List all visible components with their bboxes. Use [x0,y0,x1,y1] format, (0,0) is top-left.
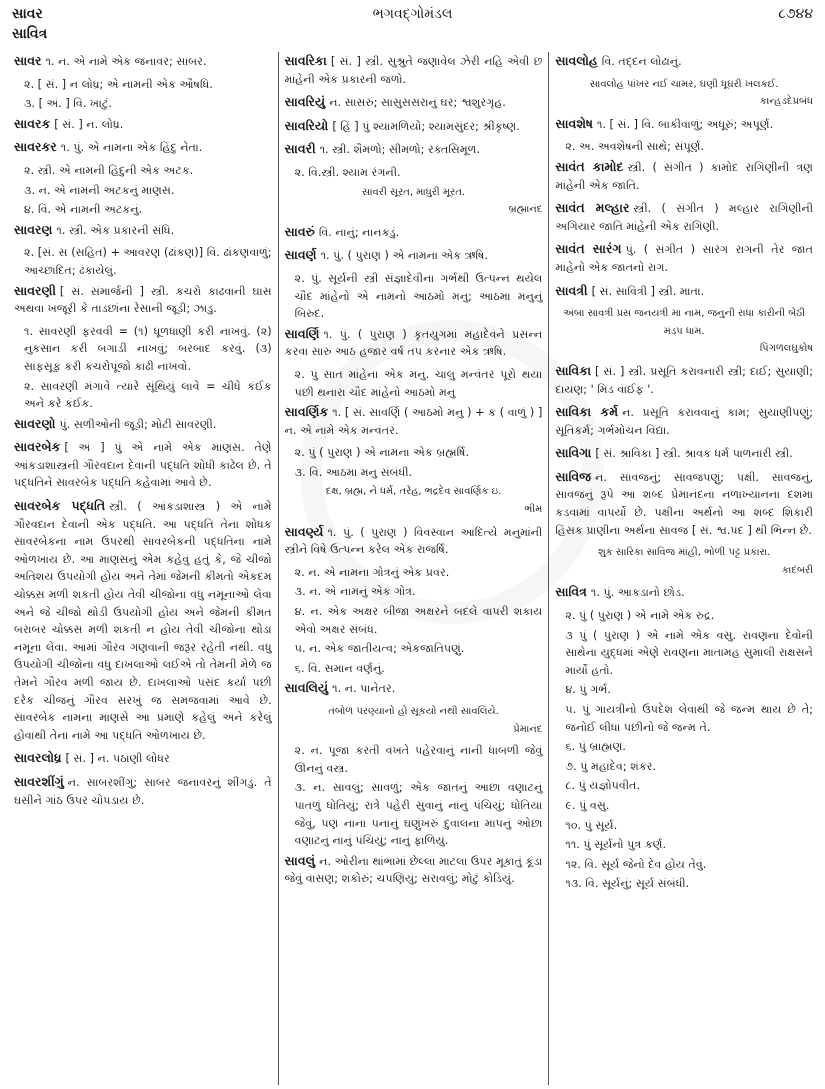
dictionary-entry [555,199,813,235]
citation-quote [555,76,813,94]
entry-text: કાદંબરી [781,564,814,576]
page-number: ૮૭૪૪ [778,6,813,22]
entry-text: [ સં. સાવિત્રી ] સ્ત્રી. માતા. [591,284,705,298]
headword: સાવરબેક પદ્ધતિ [14,498,106,514]
column-1 [8,52,278,1085]
headword: સાવર્ણ્ય [284,523,324,539]
entry-sense [14,162,272,180]
entry-sense [555,681,813,699]
entry-text: પ્રેમાનંદ [513,723,543,735]
headword: સાવંત સારંગ [555,241,622,257]
dictionary-entry [555,468,813,539]
dictionary-entry [285,52,543,88]
entry-text: [ સં. ] સ્ત્રી. સુશ્રુતે જણાવેલ ઝેરી નહિ એવી છ માંહેની એક પ્રકારની જળો. [284,55,543,86]
dictionary-entry [14,438,272,492]
headword: સાવિકા કર્મ [555,404,619,420]
entry-text: ભીમ [524,504,543,516]
column-3 [548,52,819,1085]
entry-sense [555,701,813,736]
headword: સાવરણો [14,415,56,431]
headword: સાવશેષ [555,115,593,131]
entry-sense [285,366,543,401]
entry-text: ૨. અ. અવશેષની સાથે; સંપૂર્ણ. [565,140,705,154]
entry-text: ન. સાવજનું; સાવજપણું; પક્ષી. સાવજનું, સાવજનું રૂપે આ શબ્દ પ્રેમાનંદના નળાખ્યાનના દશમા કડવામાં વાપર્યો છે. પક્ષીના અર્થનો આ શબ્દ શિકારી હિંસક પ્રાણીના અર્થના સાવજ [ સં. શ્વ.પદ ] થી ભિન્ન છે. [555,470,814,537]
dictionary-entry [555,158,813,194]
entry-text: ન. સાબરશીંગું; સાબર જનાવરનું શીંગડું. તે ઘસીને ગાંઠ ઉપર ચોપડાય છે. [14,775,272,807]
entry-sense [285,660,543,678]
entry-text: ૮. પું યજ્ઞોપવીત. [565,779,641,793]
entry-text: ૬. પું બ્રાહ્મણ. [565,740,626,754]
entry-text: ૨. વિ.સ્ત્રી. શ્યામ રંગની. [294,165,401,179]
entry-sense [555,817,813,835]
entry-sense [285,603,543,638]
headword: સાવંત મલ્હાર [555,200,630,216]
headword: સાવરક [14,115,51,131]
entry-text: ૪. પું ગર્ભ. [565,683,611,697]
entry-text: ૨. [ સં. ] ન લોધ્ર; એ નામની એક ઔષધિ. [24,77,213,91]
entry-text: [ સં. સંમાર્જની ] સ્ત્રી. કચરો કાઢવાની ઘાસ અથવા ખજૂરી કે તાડછાંના રેસાની જૂડી; ઝાડુ. [14,284,272,316]
headword: સાવિત્ર [555,584,587,600]
entry-text: ૧. ન. પાનેતર. [332,682,396,696]
dictionary-entry [555,240,813,276]
entry-sense [555,777,813,795]
entry-text: ૩. ન. એ નામનું એક ગોત્ર. [294,585,416,599]
entry-text: ૨. પું. સૂર્યની સ્ત્રી સંજ્ઞાદેવીના ગર્ભથી ઉત્પન્ન થયેલ ચૌદ માંહેનો એ નામનો આઠમો મનુ; આઠમા મનુનું બિરુદ. [294,271,543,321]
entry-text: ૨. પું ( પુરાણ ) એ નામના એક બ્રહ્મર્ષિ. [294,446,470,460]
entry-text: ૧. સાવરણી ફરવવી = (૧) ધૂળધાણી કરી નાખવું. (૨) નુકસાન કરી બગાડી નાખવું; બરબાદ કરવું. (૩) સાફસૂફ કરી કચરોપૂંજો કાઢી નાખવો. [24,324,272,373]
dictionary-entry [285,403,543,439]
citation-source [555,93,813,111]
entry-text: ૧૦. પું સૂર્ય. [565,818,618,832]
entry-sense [14,182,272,200]
citation-quote [285,483,543,501]
guide-word-first: સાવર [12,6,43,22]
citation-quote [555,544,813,562]
headword: સાવરું [284,223,315,239]
dictionary-entry [285,325,543,361]
headword: સાવરકર [14,139,57,155]
dictionary-entry [285,852,543,888]
dictionary-entry [285,679,543,698]
entry-text: ૧. પું. એ નામના એક હિંદુ નેતા. [60,141,203,155]
entry-text: ૧. પું. ( પુરાણ ) એ નામના એક ઋષિ. [320,249,488,263]
headword: સાવરશીંગું [14,773,64,789]
entry-text: ૨. ન. એ નામના ગોત્રનું એક પ્રવર. [294,565,450,579]
entry-text: સાવરી સૂરત, માધુરી મૂરત. [362,186,466,198]
headword: સાવરણ [14,221,53,237]
dictionary-entry [285,117,543,136]
entry-sense [285,464,543,482]
entry-text: ૧. પું. ( પુરાણ ) કૃતયુગમાં મહાદેવને પ્રસન્ન કરવા સારુ આઠ હજાર વર્ષ તપ કરનાર એક ઋષિ. [284,327,543,359]
entry-text: ન. ઓરીના થાંભામાં છેલ્લા માટલા ઉપર મૂકાતું કૂંડા જેવું વાસણ; શકોરું; ચપણિયું; સરાવલું; મોટું કોડિયું. [284,854,543,886]
citation-source [555,562,813,580]
headword: સાવરબેક [14,439,61,455]
entry-text: [ સં. ] ન. પઠાણી લોધર [65,752,170,766]
entry-text: ૩. ન. એ નામની અટકનું માણસ. [24,183,175,197]
entry-text: વિ. નાનું; નાનકડું. [318,225,400,239]
citation-source [285,501,543,519]
dictionary-columns [8,52,819,1085]
entry-text: બ્રહ્માનંદ [508,204,543,216]
entry-sense [285,779,543,849]
dictionary-entry [14,749,272,768]
entry-text: શુક સારિકા સાવિજ માંહી, ભોળી પટ્ટ પ્રકારા. [597,547,771,559]
entry-text: ૧૩. વિ. સૂર્યનું; સૂર્ય સંબંધી. [565,877,690,891]
headword: સાવરી [284,141,316,157]
entry-text: ૧. [ સં. ] વિ. બાકીવાળું; અધૂરું; અપૂર્ણ. [596,117,774,131]
citation-source [285,721,543,739]
entry-text: ૨. [સં. સ (સહિત) + આવરણ (ઢાંકણ)] વિ. ઢાંકણવાળું; આચ્છાદિત; ઢંકાયેલું. [24,246,272,277]
entry-sense [555,758,813,776]
entry-text: ૩ પું ( પુરાણ ) એ નામે એક વસુ. રાવણના દેવોની સાથેના યુદ્ધમાં એણે રાવણના માતામહ સુમાલી રાક્ષસને માર્યો હતો. [565,628,814,677]
headword: સાવરિયો [284,117,329,133]
headword: સાવલિયું [284,680,329,696]
entry-text: [ સં. શ્રાવિકા ] સ્ત્રી. શ્રાવક ધર્મ પાળનારી સ્ત્રી. [595,447,793,461]
entry-text: પું. સળીઓની જૂડી; મોટી સાવરણી. [59,417,217,431]
dictionary-entry [285,93,543,112]
column-2 [278,52,549,1085]
entry-sense [14,95,272,113]
entry-sense [555,738,813,756]
dictionary-entry [14,282,272,318]
headword: સાવરણી [14,282,56,298]
entry-text: ન. સાસરું; સાસુસસરાનું ઘર; શ્વશુરગૃહ. [329,96,506,110]
dictionary-entry [555,403,813,439]
book-title: ભગવદ્ગોમંડલ [372,6,453,22]
entry-sense [555,856,813,874]
headword: સાવરિયું [284,94,326,110]
entry-text: ૫. પું ગાયત્રીનો ઉપદેશ લેવાથી જે જન્મ થાય છે તે; જનોઈ લીધા પછીનો જે જન્મ તે. [565,703,814,734]
headword: સાવર્ણિ [284,325,320,341]
headword: સાવલું [284,852,316,868]
entry-text: ૩. ન. સાવલું; સાવળું; એક જાતનું આછા વણાટનું પાતળું ધોતિયું; રાત્રે પહેરી સુવાનું નાનું પંચિયું; ધોતિયા જેવું, પણ નાના પનાનું ઘણુંખરું દુવાલના માપનું ઓછા વણાટનું નાનું પંચિયું; નાનું ફાળિયું. [294,781,543,848]
entry-text: ૪. વિ. એ નામની અટકનું. [24,203,143,217]
entry-sense [555,836,813,854]
citation-source [555,340,813,358]
entry-sense [285,640,543,658]
entry-sense [285,270,543,323]
entry-text: ન. પ્રસૂતિ કરાવવાનું કામ; સુયાણીપણું; સૂતિકર્મ; ગર્ભમોચન વિદ્યા. [555,406,813,437]
entry-text: ૧. સ્ત્રી. શૈમળો; સીમળો; રક્તસિમૂળ. [319,143,481,157]
headword: સાવર્ણ [284,247,317,263]
entry-sense [555,797,813,815]
dictionary-entry [14,115,272,134]
entry-text: ૩. વિ. આઠમા મનુ સંબંધી. [294,465,413,479]
entry-text: ૪. ન. એક અક્ષર બીજા અક્ષરને બદલે વાપરી શકાય એવો અક્ષર સંબંધ. [294,605,543,636]
headword: સાવર [14,53,42,68]
dictionary-entry [555,115,813,134]
dictionary-entry [14,52,272,71]
entry-text: [ સં. ] સ્ત્રી. પ્રસૂતિ કરાવનારી સ્ત્રી; દાઈ; સુયાણી; દાયણ; ' મિડ વાઈફ '. [555,364,814,396]
headword: સાવરિકા [284,53,327,68]
entry-text: [ અં ] પું એ નામે એક માણસ. તેણે આંકડાશાસ્ત્રની ગૌરવદાન દેવાની પદ્ધતિ શોધી કાઢેલ છે. તે પદ્ધતિને સાવરબેક પદ્ધતિ કહેવામાં આવે છે. [14,441,272,490]
entry-text: સ્ત્રી. ( સંગીત ) મલ્હાર રાગિણીની અગિયાર જાતિ માંહેની એક રાગિણી. [555,202,814,233]
dictionary-entry [14,221,272,240]
entry-text: ૩. [ અં. ] વિ. ખાટું. [24,97,112,111]
headword: સાવરલોધ્ર [14,750,62,766]
entry-text: વિ. તદ્દન લોઢાનું. [601,55,682,68]
dictionary-entry [14,497,272,744]
entry-text: ૨. ન. પૂજા કરતી વખતે પહેરવાનું નાની ધાબળી જેવું ઊનનું વસ્ત્ર. [294,744,543,775]
headword: સાવલોહ [555,53,598,68]
citation-quote [285,703,543,721]
entry-sense [285,583,543,601]
entry-text: [ હિં ] પું શ્યામળિયો; શ્યામસુંદર; શ્રીકૃષ્ણ. [332,119,520,133]
entry-text: અંબા સાવત્રી પ્રસ જનયત્રી મા નામ, જનુની રાધા કારીની બેઠી મંડપ ધામ. [563,308,805,337]
entry-sense [14,323,272,376]
entry-text: ૨. સાવરણી મંગાવે ત્યારે સૂંથિયું લાવે = ચીંધે કંઈક અને કરે કંઈક. [24,379,272,411]
entry-text: ૧. ન. એ નામે એક જનાવર; સાબર. [45,55,207,68]
entry-sense [555,875,813,893]
citation-quote [555,305,813,340]
dictionary-entry [285,223,543,242]
dictionary-entry [285,140,543,159]
dictionary-entry [285,246,543,265]
entry-text: ૧. પું. આકડાનો છોડ. [590,586,685,600]
dictionary-entry [555,444,813,463]
entry-text: કાન્હડદેપ્રબંધ [759,96,814,108]
entry-text: સ્ત્રી. ( આંકડાશાસ્ત્ર ) એ નામે ગૌરવદાન દેવાની એક પદ્ધતિ. આ પદ્ધતિ તેના શોધક સાવરબેકના નામ ઉપરથી સાવરબેકની પદ્ધતિના નામે ઓળખાય છે. આ માણસનું એમ કહેવું હતું કે, જે ચીજો અતિશય ઉપયોગી હોય અને તેમાં જેમની કીમતો એકદમ ચોક્કસ મળી શકતી હોય તેવી ચીજોના વધુ નમૂનાઓ લેવા અને જે ચીજો થોડી ઉપયોગી હોય અને જેમની કીમત બરાબર ચોક્કસ મળી શકતી ન હોય તેવી ચીજોના થોડા નમૂના લેવા. આમાં ગૌરવ ગણવાની જરૂર રહેતી નથી. વધુ ઉપયોગી ચીજોના વધુ દાખલાઓ લઈએ તો તેમની મેળે જ તેમને ગૌરવ મળી જાય છે. દાખલાઓ પસંદ કર્યા પછી દરેક ચીજનું ગૌરવ સરખું જ સમજવામાં આવે છે. સાવરબેક નામના માણસે આ પ્રમાણે કહેલું અને કરેલું હોવાથી તેના નામે આ પદ્ધતિ ઓળખાય છે. [14,500,272,742]
headword: સાવર્ણિક [284,404,329,420]
entry-sense [555,627,813,680]
headword: સાવંત કામોદ [555,158,624,174]
headword: સાવિકા [555,362,592,378]
entry-text: ૨. સ્ત્રી. એ નામની હિંદુની એક અટક. [24,163,194,177]
entry-text: ૧. [ સં. સાવર્ણિ ( આઠમો મનુ ) + ક ( વાળું ) ] ન. એ નામે એક મન્વંતર. [284,406,543,437]
dictionary-entry [555,282,813,301]
entry-text: ૨. પું ( પુરાણ ) એ નામે એક રુદ્ર. [565,609,715,623]
entry-sense [14,244,272,279]
entry-sense [555,607,813,625]
dictionary-entry [555,583,813,602]
citation-quote [285,184,543,202]
entry-sense [14,201,272,219]
dictionary-entry [555,52,813,71]
entry-text: પિંગળલઘુકોષ [759,343,814,355]
headword: સાવત્રી [555,282,588,298]
citation-source [285,201,543,219]
entry-sense [555,138,813,156]
entry-text: ૬. વિ. સમાન વર્ણનું. [294,661,385,675]
entry-text: ૧૨. વિ. સૂર્ય જેનો દેવ હોય તેવું. [565,857,707,871]
entry-text: ૧. સ્ત્રી. એક પ્રકારની સંધિ. [56,223,175,237]
entry-text: ૯. પું વસુ. [565,798,610,812]
entry-text: ૧. પું. ( પુરાણ ) વિવસ્વાન આદિત્યે મનુમાંની સ્ત્રીને વિષે ઉત્પન્ન કરેલ એક રાજર્ષિ. [284,525,543,557]
dictionary-entry [555,362,813,398]
entry-sense [14,76,272,94]
guide-word-last: સાવિત્ર [12,26,48,42]
page-header [12,6,813,48]
entry-text: ૭. પું મહાદેવ; શંકર. [565,759,657,773]
entry-sense [285,564,543,582]
entry-text: ૫. ન. એક જાતીયત્વ; એકજાતિપણું. [294,642,465,656]
dictionary-entry [14,773,272,809]
entry-text: ૨. પું સાત માંહેના એક મનુ. ચાલુ મન્વંતર પૂરો થયા પછી થનારા ચૌદ માંહેનો આઠમો મનુ [294,367,543,399]
headword: સાવિગા [555,445,592,461]
entry-sense [285,742,543,777]
entry-text: સાવલોહ પાંખર નઈ ચામર, ઘણી ધૂઘરી ખલકઈ. [589,78,779,90]
entry-text: પું. ( સંગીત ) સારંગ રાગની તેર જાત માંહેનો એક જાતનો રાગ. [555,243,814,274]
dictionary-entry [285,523,543,559]
headword: સાવિજ [555,468,591,484]
entry-text: સ્ત્રી. ( સંગીત ) કામોદ રાગિણીની ત્રણ માંહેની એક જાતિ. [555,160,814,192]
dictionary-entry [14,138,272,157]
entry-text: [ સં. ] ન. લોધ્ર. [54,117,124,131]
dictionary-entry [14,415,272,434]
entry-sense [285,444,543,462]
entry-text: ૧૧. પું સૂર્યનો પુત્ર કર્ણ. [565,838,667,852]
entry-text: તંબોળ પરણ્યાનો હો સૂકયો નથી સાવલિયે. [328,706,499,717]
entry-text: દક્ષ, બ્રહ્મ, ને ધર્મ, તરેહ, ભદ્રદેવ સાવર્ણિક ઇ. [325,486,502,498]
entry-sense [285,164,543,182]
entry-sense [14,378,272,413]
